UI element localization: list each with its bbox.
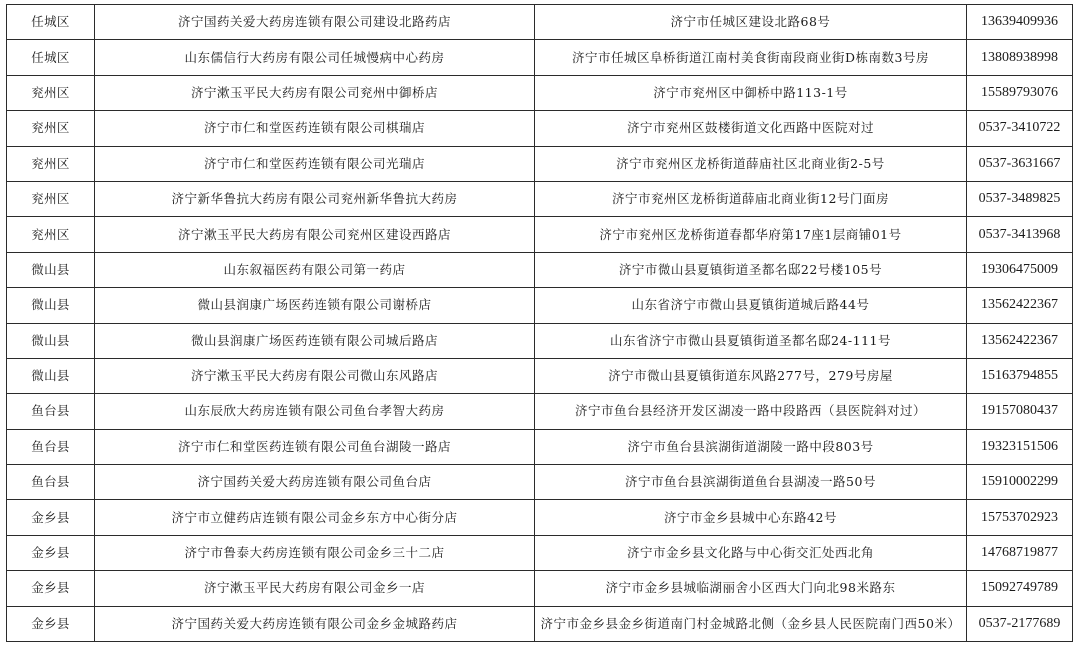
phone-cell: 15589793076 — [967, 75, 1073, 110]
table-row — [7, 606, 1073, 641]
address-cell: 济宁市鱼台县滨湖街道湖陵一路中段803号 — [535, 429, 967, 464]
address-cell: 济宁市兖州区鼓楼街道文化西路中医院对过 — [535, 111, 967, 146]
address-cell: 济宁市兖州区龙桥街道薛庙社区北商业街2-5号 — [535, 146, 967, 181]
district-cell: 兖州区 — [7, 217, 95, 252]
address-cell: 济宁市任城区阜桥街道江南村美食街南段商业街D栋南数3号房 — [535, 40, 967, 75]
address-cell: 济宁市金乡县城临湖丽舍小区西大门向北98米路东 — [535, 571, 967, 606]
district-cell: 任城区 — [7, 40, 95, 75]
phone-cell: 15910002299 — [967, 465, 1073, 500]
table-row — [7, 358, 1073, 393]
pharmacy-name-cell: 济宁漱玉平民大药房有限公司兖州区建设西路店 — [95, 217, 535, 252]
phone-cell: 0537-3413968 — [967, 217, 1073, 252]
pharmacy-table-sheet — [6, 4, 1072, 642]
table-row — [7, 394, 1073, 429]
table-row — [7, 323, 1073, 358]
pharmacy-name-cell: 济宁漱玉平民大药房有限公司兖州中御桥店 — [95, 75, 535, 110]
table-row — [7, 571, 1073, 606]
table-row — [7, 217, 1073, 252]
district-cell: 金乡县 — [7, 535, 95, 570]
table-row — [7, 252, 1073, 287]
table-row — [7, 181, 1073, 216]
address-cell: 济宁市金乡县城中心东路42号 — [535, 500, 967, 535]
district-cell: 微山县 — [7, 358, 95, 393]
phone-cell: 13562422367 — [967, 323, 1073, 358]
pharmacy-name-cell: 济宁市鲁泰大药房连锁有限公司金乡三十二店 — [95, 535, 535, 570]
district-cell: 微山县 — [7, 323, 95, 358]
district-cell: 兖州区 — [7, 146, 95, 181]
phone-cell: 19323151506 — [967, 429, 1073, 464]
phone-cell: 13639409936 — [967, 5, 1073, 40]
pharmacy-name-cell: 微山县润康广场医药连锁有限公司谢桥店 — [95, 288, 535, 323]
phone-cell: 19157080437 — [967, 394, 1073, 429]
pharmacy-name-cell: 微山县润康广场医药连锁有限公司城后路店 — [95, 323, 535, 358]
district-cell: 兖州区 — [7, 111, 95, 146]
address-cell: 济宁市任城区建设北路68号 — [535, 5, 967, 40]
pharmacy-name-cell: 济宁漱玉平民大药房有限公司金乡一店 — [95, 571, 535, 606]
phone-cell: 14768719877 — [967, 535, 1073, 570]
pharmacy-name-cell: 山东辰欣大药房连锁有限公司鱼台孝智大药房 — [95, 394, 535, 429]
table-row — [7, 111, 1073, 146]
pharmacy-table — [6, 4, 1073, 642]
address-cell: 济宁市金乡县金乡街道南门村金城路北侧（金乡县人民医院南门西50米） — [535, 606, 967, 641]
table-row — [7, 40, 1073, 75]
table-row — [7, 288, 1073, 323]
phone-cell: 0537-2177689 — [967, 606, 1073, 641]
address-cell: 山东省济宁市微山县夏镇街道圣都名邸24-111号 — [535, 323, 967, 358]
district-cell: 金乡县 — [7, 571, 95, 606]
district-cell: 任城区 — [7, 5, 95, 40]
pharmacy-name-cell: 山东儒信行大药房有限公司任城慢病中心药房 — [95, 40, 535, 75]
phone-cell: 13562422367 — [967, 288, 1073, 323]
pharmacy-name-cell: 济宁国药关爱大药房连锁有限公司鱼台店 — [95, 465, 535, 500]
district-cell: 鱼台县 — [7, 394, 95, 429]
table-row — [7, 535, 1073, 570]
pharmacy-name-cell: 济宁市仁和堂医药连锁有限公司鱼台湖陵一路店 — [95, 429, 535, 464]
address-cell: 济宁市兖州区龙桥街道春都华府第17座1层商铺01号 — [535, 217, 967, 252]
phone-cell: 13808938998 — [967, 40, 1073, 75]
pharmacy-name-cell: 济宁市仁和堂医药连锁有限公司棋瑞店 — [95, 111, 535, 146]
address-cell: 济宁市微山县夏镇街道东风路277号，279号房屋 — [535, 358, 967, 393]
phone-cell: 15163794855 — [967, 358, 1073, 393]
table-row — [7, 429, 1073, 464]
district-cell: 微山县 — [7, 252, 95, 287]
phone-cell: 19306475009 — [967, 252, 1073, 287]
table-row — [7, 500, 1073, 535]
district-cell: 兖州区 — [7, 181, 95, 216]
district-cell: 微山县 — [7, 288, 95, 323]
table-row — [7, 146, 1073, 181]
address-cell: 济宁市兖州区中御桥中路113-1号 — [535, 75, 967, 110]
address-cell: 济宁市鱼台县滨湖街道鱼台县湖凌一路50号 — [535, 465, 967, 500]
district-cell: 兖州区 — [7, 75, 95, 110]
pharmacy-name-cell: 济宁国药关爱大药房连锁有限公司建设北路药店 — [95, 5, 535, 40]
phone-cell: 0537-3631667 — [967, 146, 1073, 181]
phone-cell: 0537-3410722 — [967, 111, 1073, 146]
address-cell: 济宁市鱼台县经济开发区湖凌一路中段路西（县医院斜对过） — [535, 394, 967, 429]
district-cell: 鱼台县 — [7, 465, 95, 500]
pharmacy-table-body — [7, 5, 1073, 642]
phone-cell: 15753702923 — [967, 500, 1073, 535]
district-cell: 鱼台县 — [7, 429, 95, 464]
address-cell: 济宁市微山县夏镇街道圣都名邸22号楼105号 — [535, 252, 967, 287]
phone-cell: 15092749789 — [967, 571, 1073, 606]
pharmacy-name-cell: 济宁市仁和堂医药连锁有限公司光瑞店 — [95, 146, 535, 181]
table-row — [7, 5, 1073, 40]
table-row — [7, 75, 1073, 110]
pharmacy-name-cell: 济宁漱玉平民大药房有限公司微山东风路店 — [95, 358, 535, 393]
pharmacy-name-cell: 济宁新华鲁抗大药房有限公司兖州新华鲁抗大药房 — [95, 181, 535, 216]
phone-cell: 0537-3489825 — [967, 181, 1073, 216]
pharmacy-name-cell: 济宁市立健药店连锁有限公司金乡东方中心街分店 — [95, 500, 535, 535]
address-cell: 济宁市金乡县文化路与中心街交汇处西北角 — [535, 535, 967, 570]
table-row — [7, 465, 1073, 500]
address-cell: 济宁市兖州区龙桥街道薛庙北商业街12号门面房 — [535, 181, 967, 216]
pharmacy-name-cell: 济宁国药关爱大药房连锁有限公司金乡金城路药店 — [95, 606, 535, 641]
pharmacy-name-cell: 山东叙福医药有限公司第一药店 — [95, 252, 535, 287]
address-cell: 山东省济宁市微山县夏镇街道城后路44号 — [535, 288, 967, 323]
district-cell: 金乡县 — [7, 606, 95, 641]
district-cell: 金乡县 — [7, 500, 95, 535]
